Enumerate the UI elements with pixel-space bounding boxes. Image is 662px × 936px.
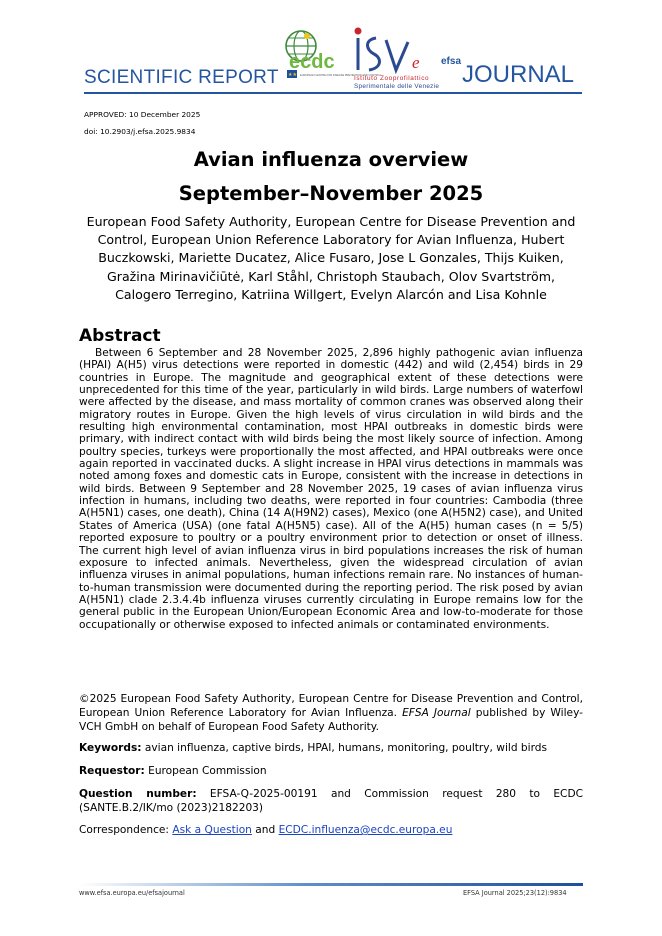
copyright-journal: EFSA Journal [402,707,471,720]
keywords-label: Keywords: [79,742,142,754]
question-label: Question number: [79,788,197,800]
question-number [79,787,583,815]
svg-text:★★: ★★ [288,72,297,78]
footer-citation: EFSA Journal 2025;23(12):9834 [463,889,567,897]
ecdc-small-text: EUROPEAN CENTRE FOR DISEASE PREVENTION AND CONTROL [300,74,382,77]
correspondence [79,823,583,837]
copyright-part-2: published by Wiley-VCH GmbH on behalf of European Food Safety Authority. [79,707,583,734]
doi: doi: 10.2903/j.efsa.2025.9834 [84,127,196,136]
abstract-text: Between 6 September and 28 November 2025, 2,896 highly pathogenic avian influenza (HPAI) A(H5) virus detections were reported in domestic (442) and wild (2,454) birds in 29 countries in Europe. The magnitude and geographical extent of these detections were unprecedented for this time of the year, particularly in wild birds. Large numbers of waterfowl were affected by the disease, and mass mortality of common cranes was observed along their migratory routes in Europe. Given the high levels of virus circulation in wild birds and the resulting high environmental contamination, most HPAI outbreaks in domestic birds were primary, with indirect contact with wild birds being the most likely source of infection. Among poultry species, turkeys were proportionally the most affected, and HPAI outbreaks were once again reported in vaccinated ducks. A slight increase in HPAI virus detections in mammals was noted among foxes and domestic cats in Europe, consistent with the increase in detections in wild birds. Between 9 September and 28 November 2025, 19 cases of avian influenza virus infection in humans, including two deaths, were reported in four countries: Cambodia (three A(H5N1) cases, one death), China (14 A(H9N2) cases), Mexico (one A(H5N2) case), and United States of America (USA) (one fatal A(H5N5) case). All of the A(H5) human cases (n = 5/5) reported exposure to poultry or a poultry environment prior to detection or onset of illness. The current high level of avian influenza virus in bird populations increases the risk of human exposure to infected animals. Nevertheless, given the widespread circulation of avian influenza viruses in animal populations, human infections remain rare. No instances of human-to-human transmission were documented during the reporting period. The risk posed by avian A(H5N1) clade 2.3.4.4b influenza viruses currently circulating in Europe remains low for the general public in the European Union/European Economic Area and low-to-moderate for those occupationally or otherwise exposed to infected animals or contaminated environments. [79,347,583,631]
ecdc-email-link[interactable]: ECDC.influenza@ecdc.europa.eu [278,824,453,836]
requestor-value: European Commission [144,765,267,777]
author-list: European Food Safety Authority, European Centre for Disease Prevention and Control, European Union Reference Laboratory for Avian Influenza, Hubert Buczkowski, Mariette Ducatez, Alice Fusaro, Jose L Gonzales, Thijs Kuiken, Gražina Mirinavičiūtė, Karl Ståhl, Christoph Staubach, Olov Svartström, Calogero Terregino, Katriina Willgert, Evelyn Alarcón and Lisa Kohnle [86,214,576,302]
correspondence-and: and [251,824,279,836]
keywords-value: avian influenza, captive birds, HPAI, humans, monitoring, poultry, wild birds [141,742,548,754]
izsve-logo [354,28,439,91]
ask-a-question-link[interactable]: Ask a Question [172,824,252,836]
title-line-2: September–November 2025 [178,182,484,205]
copyright-notice [79,692,583,735]
correspondence-label: Correspondence: [79,824,173,836]
journal-wordmark: JOURNAL [462,61,575,88]
keywords [79,741,583,755]
footer-rule [79,883,583,886]
publisher-logos [274,24,584,96]
ecdc-logo [286,31,382,78]
question-value: EFSA-Q-2025-00191 and Commission request 280 to ECDC (SANTE.B.2/IK/mo (2023)2182203) [79,788,583,815]
svg-text:e: e [412,53,420,72]
approved-date: APPROVED: 10 December 2025 [84,110,201,119]
izs-line1: Istituto Zooprofilattico [354,75,430,82]
abstract-body [79,347,583,631]
title-line-1: Avian influenza overview [193,148,469,171]
header-rule [84,92,582,94]
footer-website: www.efsa.europa.eu/efsajournal [79,889,185,897]
requestor-label: Requestor: [79,765,145,777]
efsa-journal-logo [441,56,574,88]
abstract-heading: Abstract [79,326,161,346]
izs-line2: Sperimentale delle Venezie [354,83,440,90]
requestor [79,764,583,778]
report-type-label: SCIENTIFIC REPORT [84,67,279,88]
copyright-part-1: ©2025 European Food Safety Authority, European Centre for Disease Prevention and Control, European Union Reference Laboratory for Avian Influenza. [79,693,583,720]
efsa-wordmark: efsa [441,56,462,67]
ecdc-wordmark: ecdc [289,51,335,73]
